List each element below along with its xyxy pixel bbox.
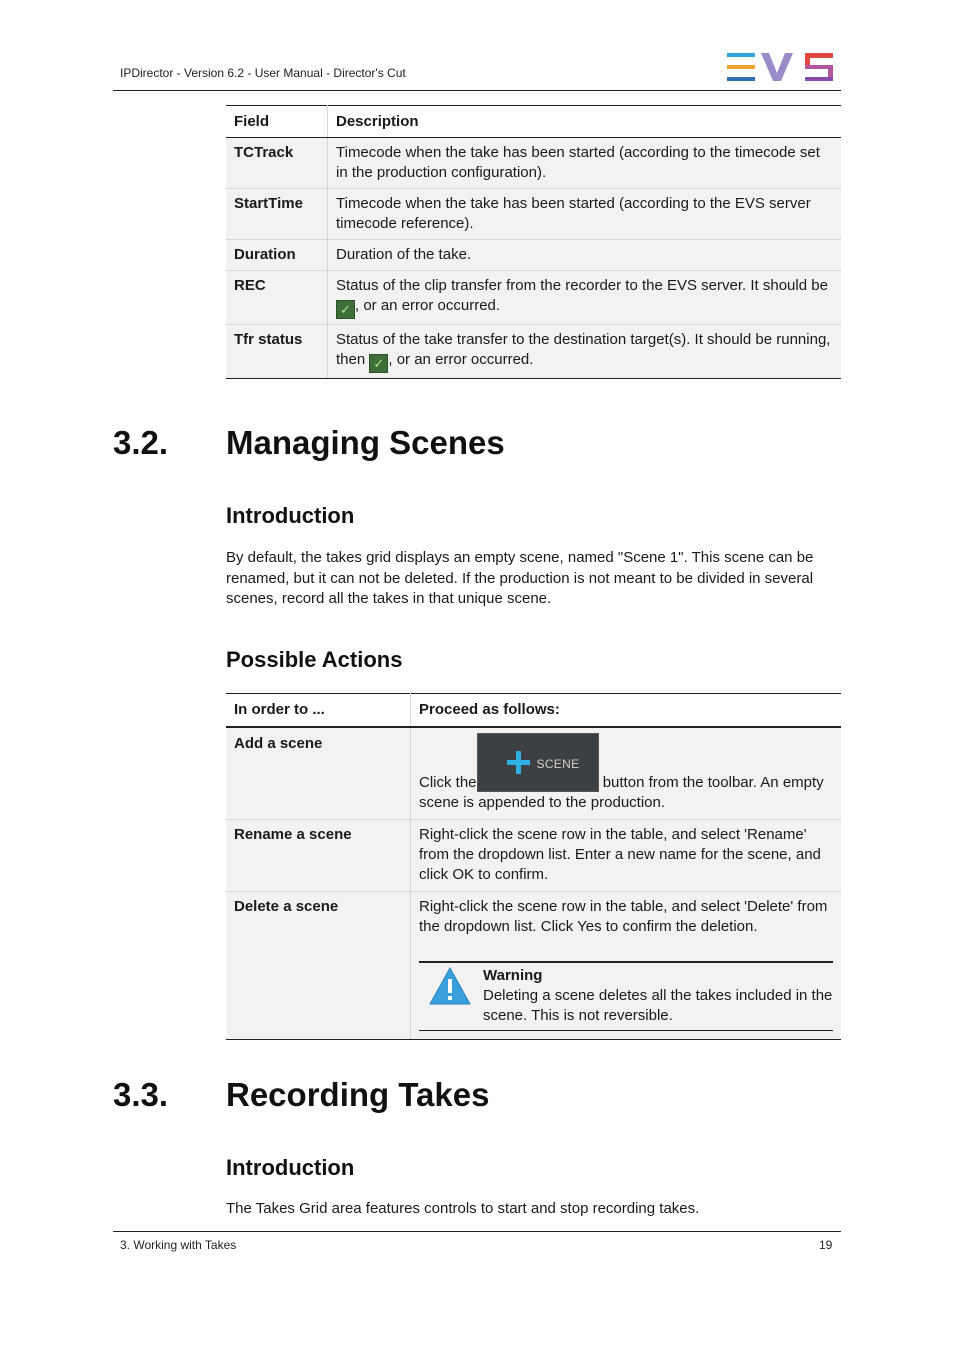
subsection-heading: Introduction (226, 503, 355, 528)
action-name: Delete a scene (226, 892, 411, 1040)
footer-rule (113, 1231, 841, 1232)
page-number: 19 (819, 1238, 833, 1252)
col-header-procedure: Proceed as follows: (411, 694, 842, 728)
table-row (226, 892, 841, 1040)
field-description: Duration of the take. (328, 240, 842, 271)
subsection-heading: Possible Actions (226, 647, 403, 672)
action-procedure (411, 892, 842, 1040)
field-name: Tfr status (226, 325, 328, 379)
field-description (328, 271, 842, 325)
warning-text: Deleting a scene deletes all the takes included in the scene. This is not reversible. (483, 987, 833, 1024)
actions-table (226, 693, 841, 1040)
procedure-text: Click the (419, 774, 477, 791)
table-row (226, 271, 841, 325)
field-description: Timecode when the take has been started (according to the EVS server timecode reference). (328, 189, 842, 240)
warning-icon (429, 967, 471, 1005)
table-row (226, 820, 841, 892)
warning-box (419, 961, 833, 1031)
intro-paragraph: By default, the takes grid displays an empty scene, named "Scene 1". This scene can be renamed, but it can not be deleted. If the production is not meant to be divided in several scenes, record all the takes in that unique scene. (226, 549, 814, 607)
desc-text: , or an error occurred. (388, 351, 534, 368)
table-row (226, 325, 841, 379)
footer-chapter: 3. Working with Takes (120, 1238, 237, 1252)
section-title: Recording Takes (226, 1076, 490, 1113)
col-header-field: Field (226, 106, 328, 138)
table-row (226, 727, 841, 820)
action-name: Rename a scene (226, 820, 411, 892)
warning-title: Warning (483, 967, 543, 984)
desc-text: Status of the clip transfer from the recorder to the EVS server. It should be (336, 277, 828, 294)
action-procedure: Right-click the scene row in the table, and select 'Rename' from the dropdown list. Enter a new name for the scene, and click OK to confirm. (411, 820, 842, 892)
section-title: Managing Scenes (226, 424, 505, 461)
table-row (226, 189, 841, 240)
check-icon: ✓ (369, 354, 388, 373)
header-rule (113, 90, 841, 91)
section-number: 3.3. (113, 1076, 169, 1113)
header-title: IPDirector - Version 6.2 - User Manual - Director's Cut (120, 66, 406, 80)
field-name: StartTime (226, 189, 328, 240)
field-description: Timecode when the take has been started (according to the timecode set in the production configuration). (328, 138, 842, 189)
scene-button-label: SCENE (536, 757, 580, 771)
table-row (226, 240, 841, 271)
procedure-text: button from the toolbar. An empty scene is appended to the production. (419, 774, 824, 811)
field-description (328, 325, 842, 379)
desc-text: Status of the take transfer to the destination target(s). It should be running, then (336, 331, 831, 368)
add-scene-button[interactable] (477, 733, 599, 792)
check-icon: ✓ (336, 300, 355, 319)
fields-table (226, 105, 841, 379)
intro-paragraph: The Takes Grid area features controls to start and stop recording takes. (226, 1200, 700, 1217)
col-header-description: Description (328, 106, 842, 138)
field-name: Duration (226, 240, 328, 271)
field-name: REC (226, 271, 328, 325)
plus-icon (507, 751, 530, 774)
section-number: 3.2. (113, 424, 169, 461)
action-name: Add a scene (226, 727, 411, 820)
field-name: TCTrack (226, 138, 328, 189)
action-procedure (411, 727, 842, 820)
subsection-heading: Introduction (226, 1155, 355, 1180)
evs-logo (727, 53, 833, 81)
table-row (226, 138, 841, 189)
desc-text: , or an error occurred. (355, 297, 501, 314)
procedure-text: Right-click the scene row in the table, and select 'Delete' from the dropdown list. Click Yes to confirm the deletion. (419, 898, 828, 935)
col-header-action: In order to ... (226, 694, 411, 728)
